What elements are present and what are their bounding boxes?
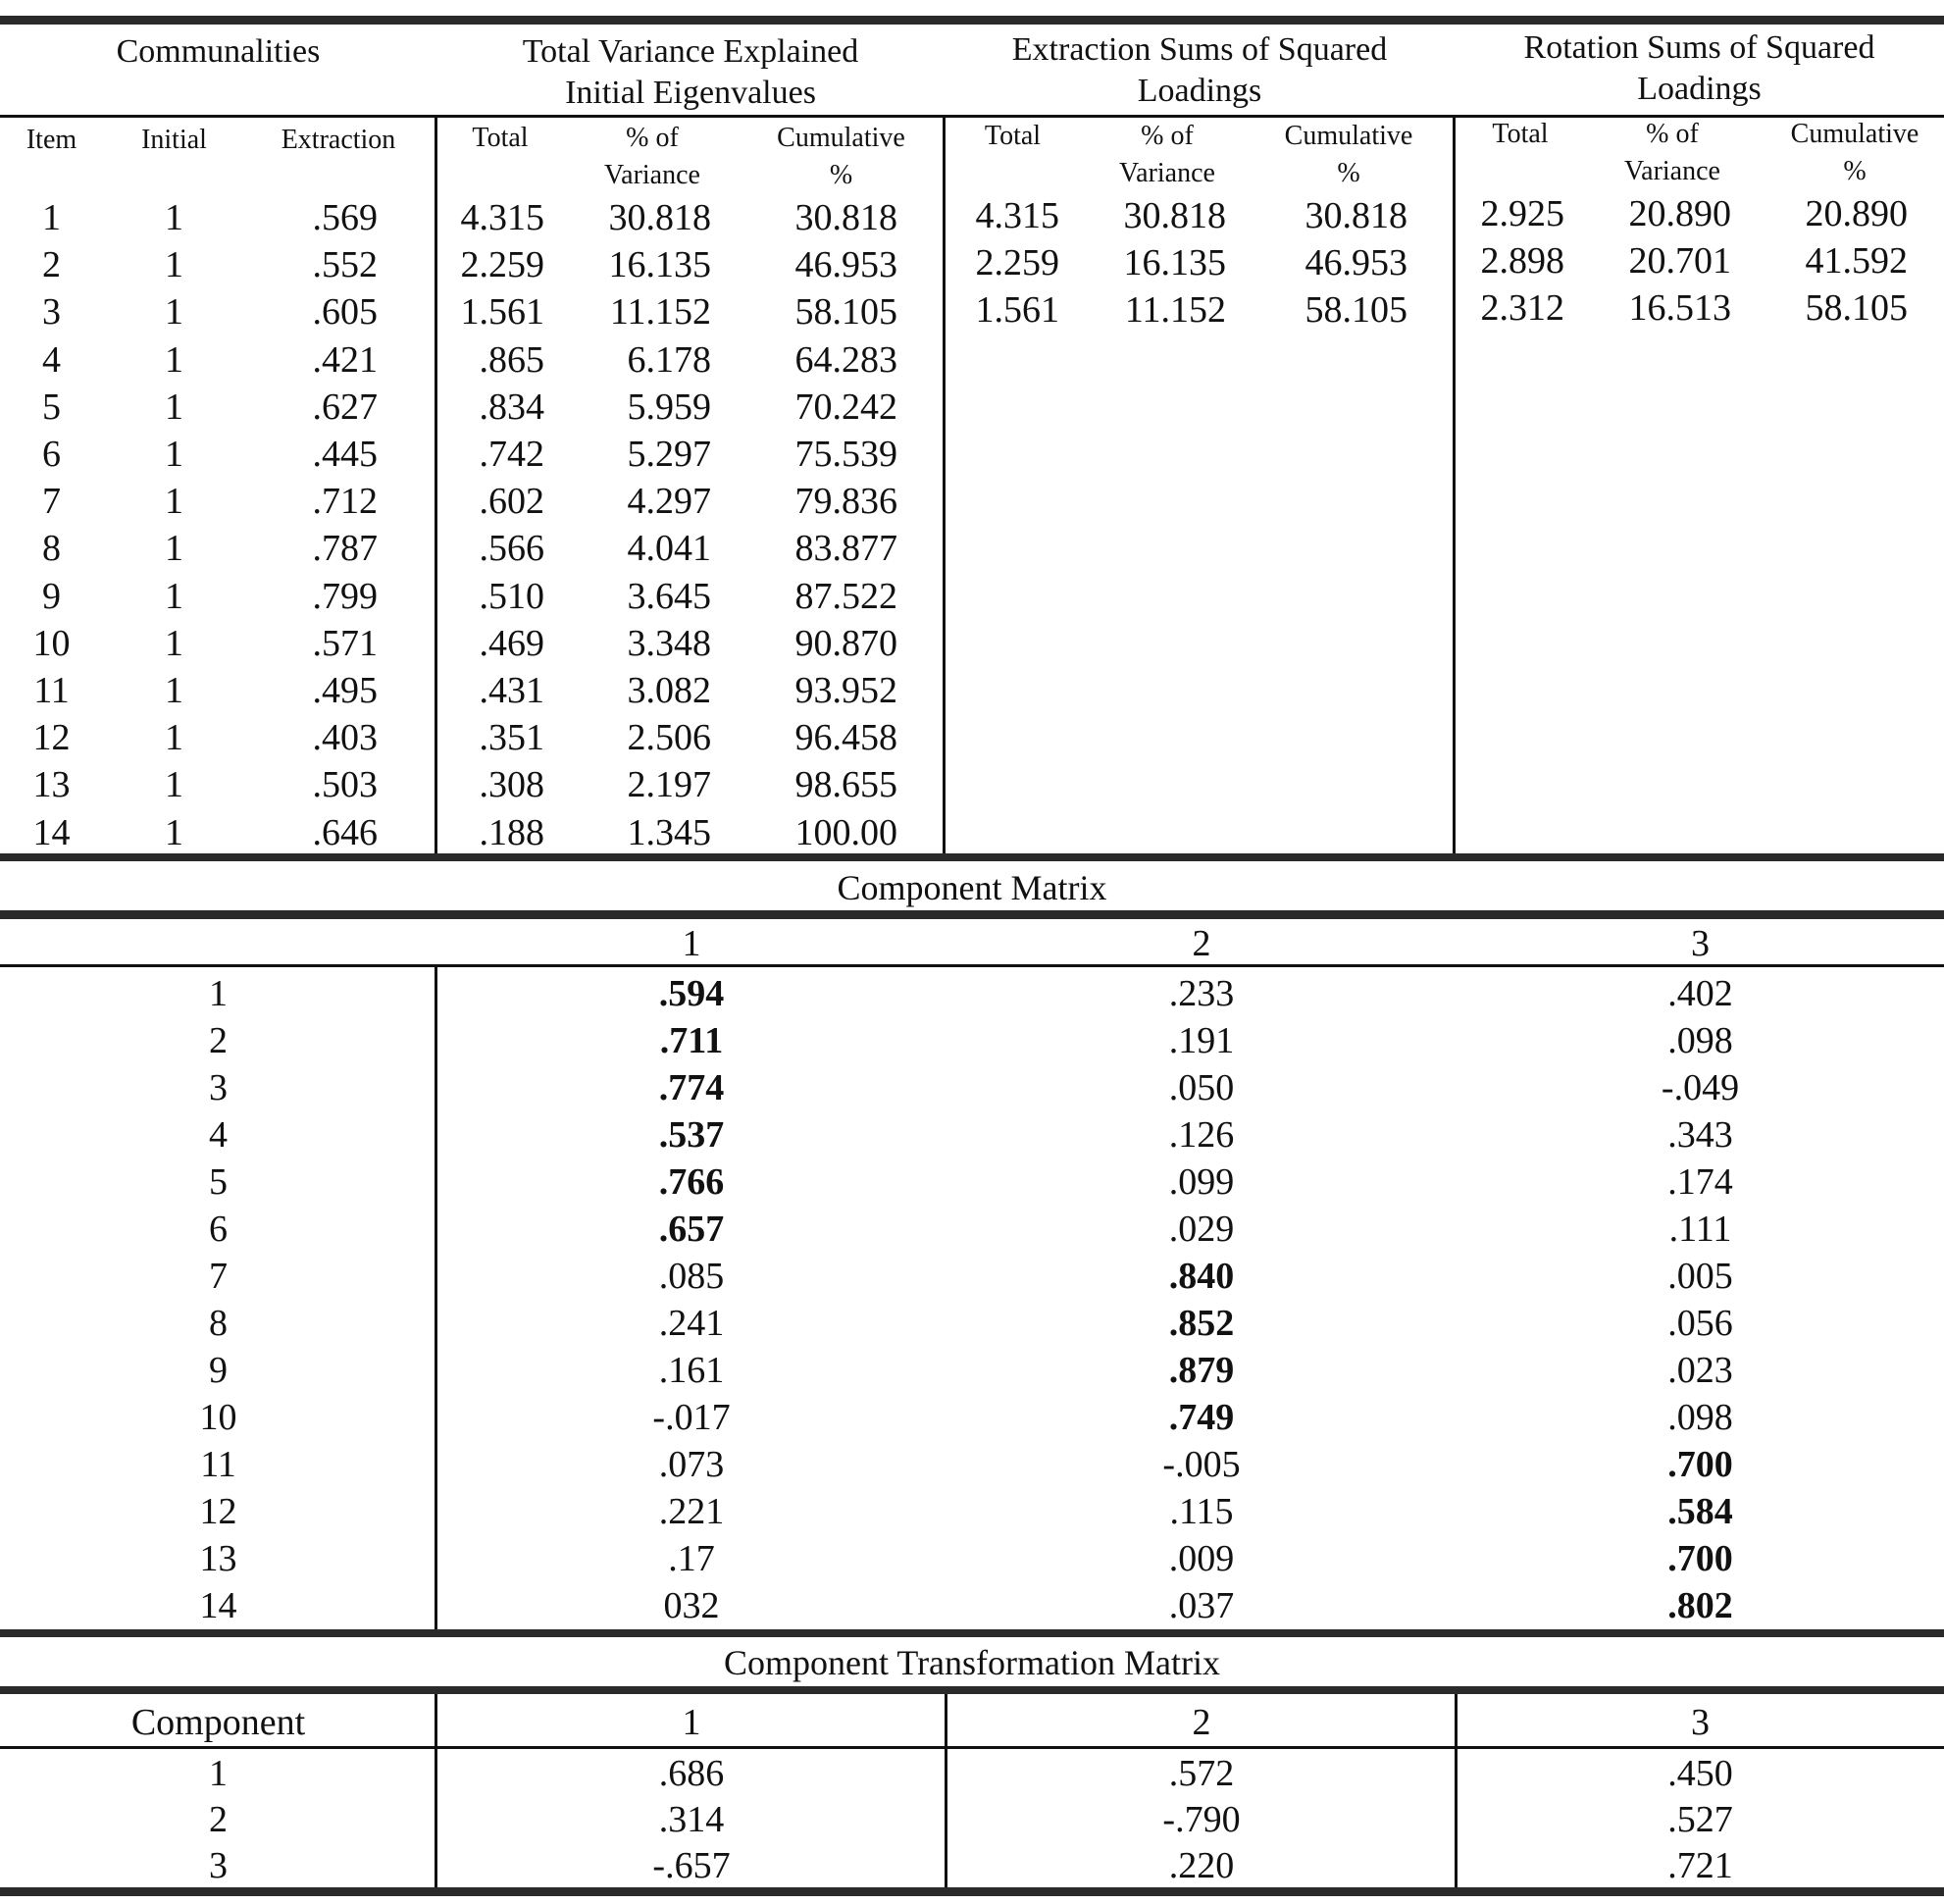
subheader-ex-total: Total xyxy=(984,121,1042,151)
top-cell-ie-pct: 6.178 xyxy=(627,339,711,381)
transformation-matrix-title: Component Transformation Matrix xyxy=(724,1643,1220,1682)
top-cell-ie-total: 2.259 xyxy=(460,244,544,285)
cm-loading: .17 xyxy=(668,1538,715,1579)
subheader-ro-cum-l2: % xyxy=(1843,156,1867,186)
top-cell-ie-total: .834 xyxy=(479,386,544,428)
cm-item: 14 xyxy=(199,1585,237,1626)
top-cell-extraction: .495 xyxy=(312,670,378,711)
tm-header-rule xyxy=(0,1746,1944,1749)
top-cell-ie-pct: 4.297 xyxy=(627,481,711,522)
top-cell-item: 1 xyxy=(42,197,61,238)
top-cell-extraction: .421 xyxy=(312,339,378,381)
tm-component: 3 xyxy=(209,1845,228,1886)
cm-loading: .343 xyxy=(1667,1114,1733,1156)
tm-value: .220 xyxy=(1168,1845,1235,1886)
cm-row xyxy=(0,1582,1944,1629)
top-cell-ie-total: .431 xyxy=(479,670,544,711)
top-cell-ie-pct: 2.506 xyxy=(627,717,711,758)
top-cell-initial: 1 xyxy=(165,717,183,758)
tve-header-line1: Total Variance Explained xyxy=(522,33,859,70)
cm-loading: .402 xyxy=(1667,973,1733,1014)
cm-loading: -.017 xyxy=(652,1397,731,1438)
top-cell-ie-cum: 30.818 xyxy=(794,197,897,238)
subheader-ex-pct-l2: Variance xyxy=(1119,158,1215,188)
cm-row xyxy=(0,1441,1944,1488)
top-cell-ie-cum: 58.105 xyxy=(794,291,897,333)
cm-row xyxy=(0,1111,1944,1158)
tm-value: .572 xyxy=(1168,1753,1235,1794)
top-cell-extraction: .799 xyxy=(312,576,378,617)
cm-row xyxy=(0,1300,1944,1347)
top-cell-item: 6 xyxy=(42,434,61,475)
cm-item: 2 xyxy=(209,1020,228,1061)
top-cell-ro-cum: 20.890 xyxy=(1805,193,1908,234)
top-cell-ie-pct: 3.082 xyxy=(627,670,711,711)
top-cell-extraction: .646 xyxy=(312,812,378,853)
cm-loading: .221 xyxy=(658,1491,725,1532)
cm-row xyxy=(0,1347,1944,1394)
cm-item: 8 xyxy=(209,1303,228,1344)
subheader-ie-pct-l2: Variance xyxy=(604,160,700,190)
tm-value: .721 xyxy=(1667,1845,1733,1886)
subheader-ie-cum-l2: % xyxy=(829,160,853,190)
cm-loading: -.005 xyxy=(1162,1444,1241,1485)
top-cell-initial: 1 xyxy=(165,764,183,805)
tm-col-1: 1 xyxy=(682,1702,701,1743)
top-cell-ie-total: 1.561 xyxy=(460,291,544,333)
top-cell-initial: 1 xyxy=(165,481,183,522)
cm-loading: .037 xyxy=(1168,1585,1235,1626)
top-cell-ie-cum: 90.870 xyxy=(794,623,897,664)
subheader-ro-cum-l1: Cumulative xyxy=(1790,119,1919,149)
top-cell-ie-pct: 5.959 xyxy=(627,386,711,428)
cm-loading: .233 xyxy=(1168,973,1235,1014)
top-cell-ex-total: 2.259 xyxy=(975,242,1059,283)
cm-loading: 032 xyxy=(663,1585,720,1626)
tve-header-line2: Initial Eigenvalues xyxy=(565,75,816,111)
cm-loading: .594 xyxy=(658,973,725,1014)
cm-header-rule xyxy=(0,964,1944,967)
top-cell-extraction: .569 xyxy=(312,197,378,238)
top-vline-2 xyxy=(943,116,946,855)
top-cell-ro-pct: 20.890 xyxy=(1628,193,1731,234)
top-cell-item: 7 xyxy=(42,481,61,522)
top-cell-extraction: .627 xyxy=(312,386,378,428)
cm-item: 6 xyxy=(209,1209,228,1250)
top-cell-ex-pct: 11.152 xyxy=(1124,289,1226,331)
tm-value: -.657 xyxy=(652,1845,731,1886)
top-cell-item: 8 xyxy=(42,528,61,569)
subheader-ro-total: Total xyxy=(1492,119,1549,149)
top-cell-ie-pct: 4.041 xyxy=(627,528,711,569)
top-cell-item: 12 xyxy=(32,717,71,758)
top-cell-extraction: .445 xyxy=(312,434,378,475)
top-cell-initial: 1 xyxy=(165,197,183,238)
subheader-ro-pct-l1: % of xyxy=(1646,119,1699,149)
cm-loading: .774 xyxy=(658,1067,725,1108)
rss-header-line2: Loadings xyxy=(1637,71,1762,107)
top-cell-initial: 1 xyxy=(165,576,183,617)
top-cell-ro-cum: 58.105 xyxy=(1805,287,1908,329)
tm-component-label: Component xyxy=(130,1702,306,1743)
top-cell-ie-total: 4.315 xyxy=(460,197,544,238)
top-cell-ie-pct: 3.348 xyxy=(627,623,711,664)
top-cell-ex-total: 1.561 xyxy=(975,289,1059,331)
cm-item: 13 xyxy=(199,1538,237,1579)
cm-loading: .098 xyxy=(1667,1397,1733,1438)
top-cell-ro-total: 2.898 xyxy=(1480,240,1564,282)
subheader-ie-total: Total xyxy=(472,123,529,153)
cm-col-3: 3 xyxy=(1691,923,1710,964)
cm-bottom-rule xyxy=(0,1629,1944,1637)
ess-header-line2: Loadings xyxy=(1137,73,1262,109)
top-cell-item: 3 xyxy=(42,291,61,333)
top-cell-ro-total: 2.312 xyxy=(1480,287,1564,329)
subheader-ex-pct-l1: % of xyxy=(1141,121,1194,151)
cm-loading: .099 xyxy=(1168,1161,1235,1203)
top-cell-initial: 1 xyxy=(165,812,183,853)
top-cell-item: 4 xyxy=(42,339,61,381)
top-cell-item: 10 xyxy=(32,623,71,664)
top-cell-ie-pct: 16.135 xyxy=(608,244,711,285)
cm-loading: .098 xyxy=(1667,1020,1733,1061)
cm-loading: .584 xyxy=(1667,1491,1733,1532)
component-matrix-title: Component Matrix xyxy=(837,868,1107,907)
cm-loading: .537 xyxy=(658,1114,725,1156)
tm-value: .527 xyxy=(1667,1799,1733,1840)
top-cell-initial: 1 xyxy=(165,434,183,475)
top-cell-item: 5 xyxy=(42,386,61,428)
cm-loading: .023 xyxy=(1667,1350,1733,1391)
top-rule xyxy=(0,16,1944,25)
subheader-ro-pct-l2: Variance xyxy=(1624,156,1720,186)
cm-loading: .700 xyxy=(1667,1538,1733,1579)
cm-loading: .073 xyxy=(658,1444,725,1485)
cm-loading: .050 xyxy=(1168,1067,1235,1108)
cm-loading: .115 xyxy=(1169,1491,1234,1532)
tm-component: 2 xyxy=(209,1799,228,1840)
top-cell-extraction: .787 xyxy=(312,528,378,569)
cm-row xyxy=(0,1535,1944,1582)
top-cell-extraction: .605 xyxy=(312,291,378,333)
cm-loading: .111 xyxy=(1668,1209,1732,1250)
top-cell-ie-total: .188 xyxy=(479,812,544,853)
cm-row xyxy=(0,1017,1944,1064)
tm-value: .314 xyxy=(658,1799,725,1840)
top-cell-ie-pct: 3.645 xyxy=(627,576,711,617)
top-cell-ie-cum: 98.655 xyxy=(794,764,897,805)
cm-loading: -.049 xyxy=(1661,1067,1740,1108)
cm-loading: .700 xyxy=(1667,1444,1733,1485)
component-matrix-table xyxy=(0,970,1944,1629)
top-cell-ie-cum: 64.283 xyxy=(794,339,897,381)
cm-item: 9 xyxy=(209,1350,228,1391)
top-cell-initial: 1 xyxy=(165,386,183,428)
tm-value: .450 xyxy=(1667,1753,1733,1794)
top-cell-extraction: .503 xyxy=(312,764,378,805)
top-cell-ie-total: .865 xyxy=(479,339,544,381)
top-cell-ie-cum: 46.953 xyxy=(794,244,897,285)
top-vline-3 xyxy=(1453,116,1456,855)
cm-loading: .840 xyxy=(1168,1256,1235,1297)
ess-header-line1: Extraction Sums of Squared xyxy=(1011,31,1388,68)
cm-loading: .711 xyxy=(659,1020,724,1061)
cm-loading: .174 xyxy=(1667,1161,1733,1203)
top-vline-1 xyxy=(435,116,437,855)
top-cell-initial: 1 xyxy=(165,670,183,711)
subheader-item: Item xyxy=(26,125,77,155)
tm-top-rule xyxy=(0,1686,1944,1694)
top-cell-ie-cum: 83.877 xyxy=(794,528,897,569)
top-cell-ro-cum: 41.592 xyxy=(1805,240,1908,282)
rss-header-line1: Rotation Sums of Squared xyxy=(1523,29,1875,66)
top-cell-initial: 1 xyxy=(165,291,183,333)
top-cell-ie-cum: 79.836 xyxy=(794,481,897,522)
top-cell-item: 13 xyxy=(32,764,71,805)
top-cell-ex-cum: 58.105 xyxy=(1305,289,1407,331)
communalities-header: Communalities xyxy=(116,33,321,70)
cm-col-1: 1 xyxy=(682,923,701,964)
top-bottom-rule xyxy=(0,853,1944,861)
top-cell-ie-pct: 30.818 xyxy=(608,197,711,238)
top-cell-ie-total: .602 xyxy=(479,481,544,522)
top-cell-ie-cum: 75.539 xyxy=(794,434,897,475)
cm-loading: .852 xyxy=(1168,1303,1235,1344)
top-cell-ie-total: .351 xyxy=(479,717,544,758)
top-cell-ie-pct: 2.197 xyxy=(627,764,711,805)
cm-row xyxy=(0,1064,1944,1111)
subheader-ie-cum-l1: Cumulative xyxy=(777,123,905,153)
subheader-ex-cum-l2: % xyxy=(1337,158,1360,188)
cm-loading: .879 xyxy=(1168,1350,1235,1391)
cm-item: 11 xyxy=(200,1444,236,1485)
cm-row xyxy=(0,1488,1944,1535)
top-cell-extraction: .571 xyxy=(312,623,378,664)
cm-row xyxy=(0,1253,1944,1300)
tm-component: 1 xyxy=(209,1753,228,1794)
cm-top-rule xyxy=(0,910,1944,919)
cm-item: 4 xyxy=(209,1114,228,1156)
cm-item: 1 xyxy=(209,973,228,1014)
cm-item: 3 xyxy=(209,1067,228,1108)
top-cell-ro-pct: 16.513 xyxy=(1628,287,1731,329)
top-cell-ie-pct: 11.152 xyxy=(609,291,711,333)
top-cell-item: 11 xyxy=(33,670,70,711)
cm-loading: .005 xyxy=(1667,1256,1733,1297)
cm-loading: .191 xyxy=(1168,1020,1235,1061)
subheader-extraction: Extraction xyxy=(281,125,396,155)
cm-row xyxy=(0,1206,1944,1253)
top-cell-initial: 1 xyxy=(165,244,183,285)
tm-col-3: 3 xyxy=(1691,1702,1710,1743)
top-cell-ex-pct: 30.818 xyxy=(1123,195,1226,236)
subheader-initial: Initial xyxy=(141,125,207,155)
top-cell-initial: 1 xyxy=(165,528,183,569)
tm-bottom-rule xyxy=(0,1887,1944,1896)
cm-item: 10 xyxy=(199,1397,237,1438)
cm-loading: .749 xyxy=(1168,1397,1235,1438)
top-cell-ie-pct: 5.297 xyxy=(627,434,711,475)
cm-col-2: 2 xyxy=(1192,923,1211,964)
top-cell-ie-cum: 96.458 xyxy=(794,717,897,758)
cm-loading: .802 xyxy=(1667,1585,1733,1626)
top-cell-ie-total: .742 xyxy=(479,434,544,475)
tm-value: -.790 xyxy=(1162,1799,1241,1840)
top-cell-ex-cum: 46.953 xyxy=(1305,242,1407,283)
top-cell-initial: 1 xyxy=(165,623,183,664)
cm-row xyxy=(0,970,1944,1017)
cm-loading: .657 xyxy=(658,1209,725,1250)
cm-loading: .161 xyxy=(658,1350,725,1391)
cm-loading: .766 xyxy=(658,1161,725,1203)
top-cell-ie-cum: 93.952 xyxy=(794,670,897,711)
top-cell-ex-pct: 16.135 xyxy=(1123,242,1226,283)
top-cell-ie-cum: 87.522 xyxy=(794,576,897,617)
cm-loading: .056 xyxy=(1667,1303,1733,1344)
top-cell-extraction: .712 xyxy=(312,481,378,522)
top-cell-ie-total: .308 xyxy=(479,764,544,805)
top-cell-ie-total: .469 xyxy=(479,623,544,664)
cm-item: 7 xyxy=(209,1256,228,1297)
top-cell-ro-total: 2.925 xyxy=(1480,193,1564,234)
top-cell-initial: 1 xyxy=(165,339,183,381)
tm-value: .686 xyxy=(658,1753,725,1794)
cm-loading: .085 xyxy=(658,1256,725,1297)
top-cell-ro-pct: 20.701 xyxy=(1628,240,1731,282)
cm-loading: .029 xyxy=(1168,1209,1235,1250)
cm-row xyxy=(0,1158,1944,1206)
cm-row xyxy=(0,1394,1944,1441)
top-cell-extraction: .552 xyxy=(312,244,378,285)
top-cell-ie-total: .510 xyxy=(479,576,544,617)
cm-item: 5 xyxy=(209,1161,228,1203)
top-cell-ex-total: 4.315 xyxy=(975,195,1059,236)
top-cell-ex-cum: 30.818 xyxy=(1305,195,1407,236)
tm-col-2: 2 xyxy=(1192,1702,1211,1743)
top-cell-ie-pct: 1.345 xyxy=(627,812,711,853)
top-cell-ie-cum: 70.242 xyxy=(794,386,897,428)
cm-loading: .009 xyxy=(1168,1538,1235,1579)
subheader-ie-pct-l1: % of xyxy=(626,123,679,153)
cm-loading: .241 xyxy=(658,1303,725,1344)
cm-loading: .126 xyxy=(1168,1114,1235,1156)
top-cell-item: 2 xyxy=(42,244,61,285)
top-cell-ie-cum: 100.00 xyxy=(794,812,897,853)
top-cell-item: 9 xyxy=(42,576,61,617)
subheader-ex-cum-l1: Cumulative xyxy=(1284,121,1413,151)
top-cell-extraction: .403 xyxy=(312,717,378,758)
top-cell-item: 14 xyxy=(32,812,71,853)
cm-item: 12 xyxy=(199,1491,237,1532)
top-cell-ie-total: .566 xyxy=(479,528,544,569)
